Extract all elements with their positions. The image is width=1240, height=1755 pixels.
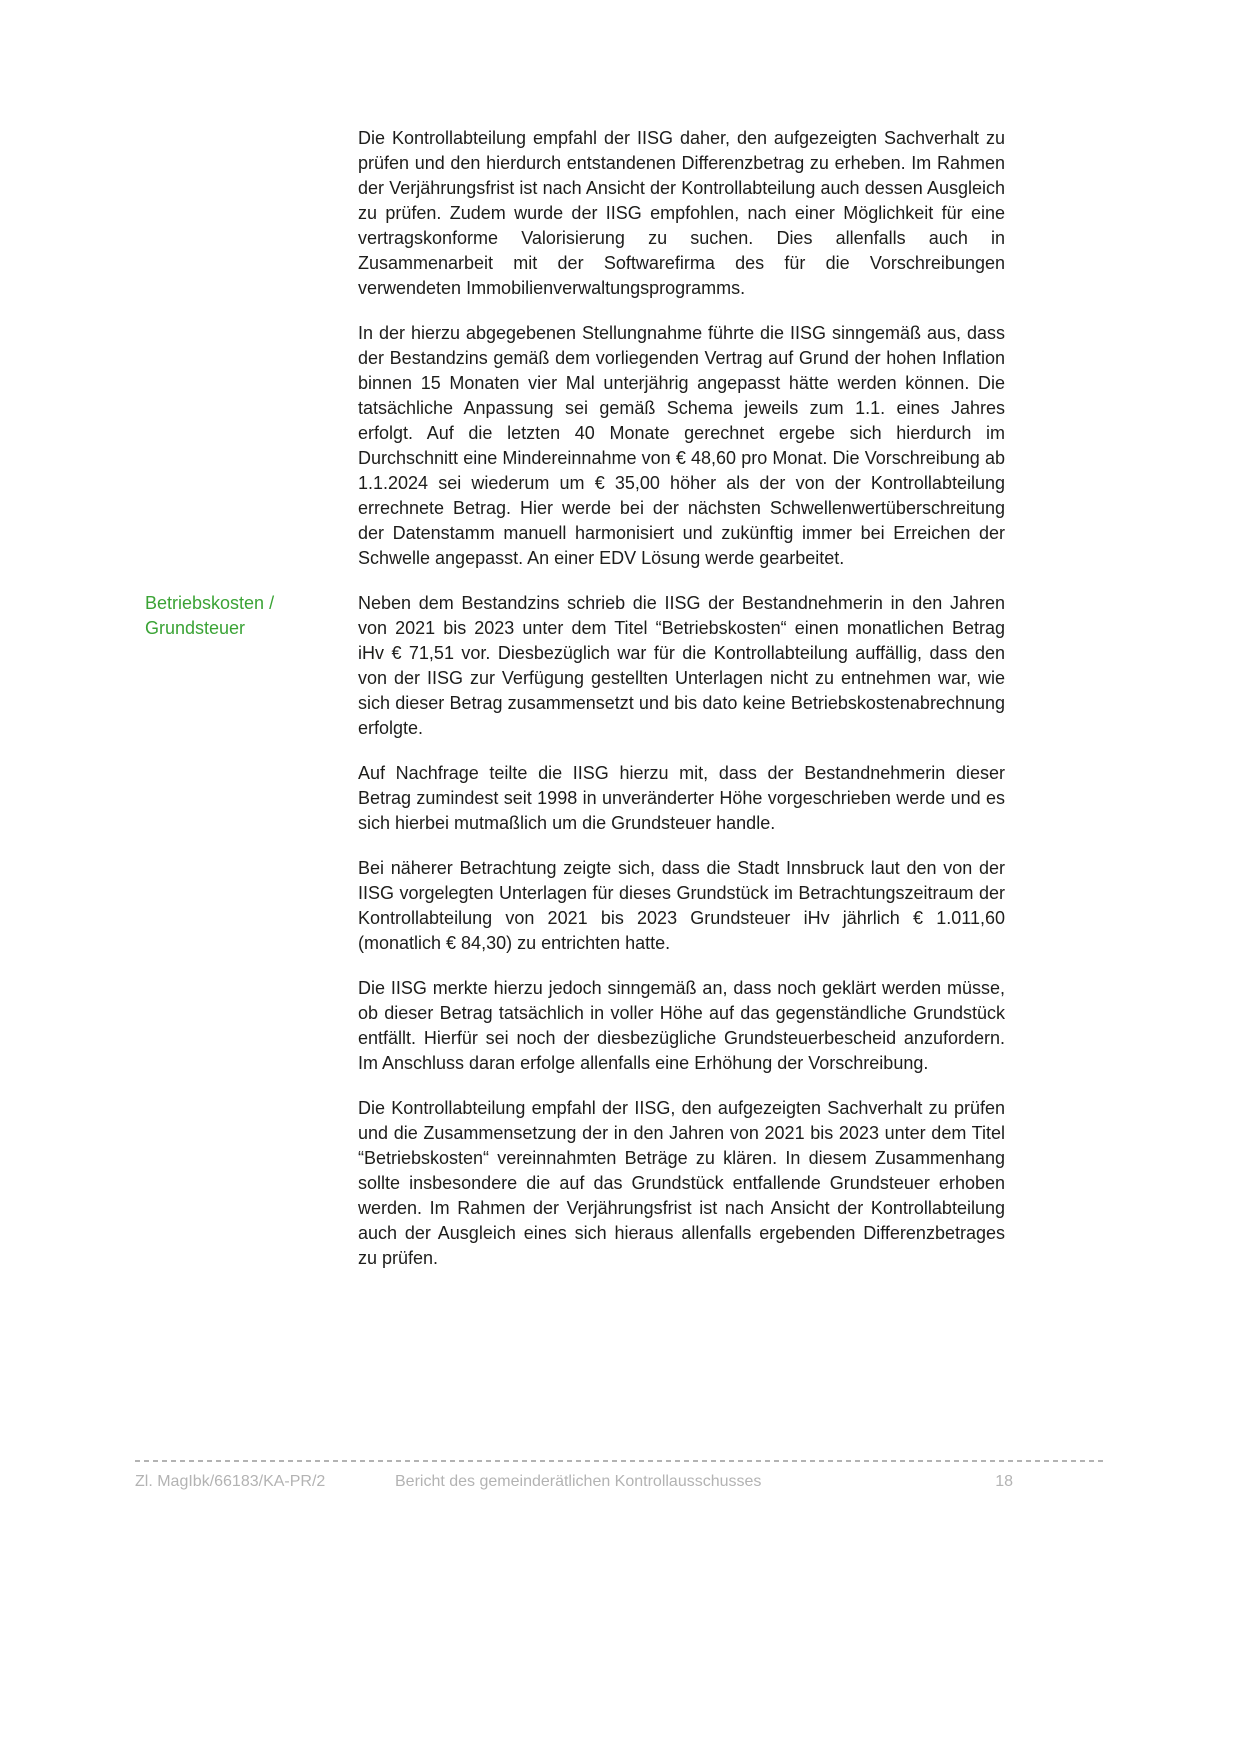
section-intro	[145, 126, 1005, 591]
paragraph-betriebskosten-intro: Neben dem Bestandzins schrieb die IISG der Bestandnehmerin in den Jahren von 2021 bis 2023 unter dem Titel “Betriebskosten“ einen monatlichen Betrag iHv € 71,51 vor. Diesbezüglich war für die Kontrollabteilung auffällig, dass den von der IISG zur Verfügung gestellten Unterlagen nicht zu entnehmen war, wie sich dieser Betrag zusammensetzt und bis dato keine Betriebskostenabrechnung erfolgte.	[358, 593, 1005, 738]
document-body	[145, 126, 1005, 1291]
section-betriebskosten-grundsteuer	[145, 591, 1005, 1291]
text-column	[358, 591, 1005, 1291]
margin-label-betriebskosten-grundsteuer: Betriebskosten / Grundsteuer	[145, 593, 275, 638]
footer-divider	[135, 1460, 1105, 1462]
footer-report-title: Bericht des gemeinderätlichen Kontrollausschusses	[395, 1473, 762, 1490]
footer-reference: Zl. MagIbk/66183/KA-PR/2	[135, 1473, 326, 1490]
page-footer	[135, 1460, 1105, 1492]
paragraph-nachfrage: Auf Nachfrage teilte die IISG hierzu mit, dass der Bestandnehmerin dieser Betrag zumindest seit 1998 in unveränderter Höhe vorgeschrieben werde und es sich hierbei mutmaßlich um die Grundsteuer handle.	[358, 763, 1005, 833]
paragraph-iisg-anmerkung: Die IISG merkte hierzu jedoch sinngemäß an, dass noch geklärt werden müsse, ob dieser Betrag tatsächlich in voller Höhe auf das gegenständliche Grundstück entfällt. Hierfür sei noch der diesbezügliche Grundsteuerbescheid anzufordern. Im Anschluss daran erfolge allenfalls eine Erhöhung der Vorschreibung.	[358, 978, 1005, 1073]
paragraph-recommendation-2: Die Kontrollabteilung empfahl der IISG, den aufgezeigten Sachverhalt zu prüfen und die Zusammensetzung der in den Jahren von 2021 bis 2023 unter dem Titel “Betriebskosten“ vereinnahmten Beträge zu klären. In diesem Zusammenhang sollte insbesondere die auf das Grundstück entfallende Grundsteuer erhoben werden. Im Rahmen der Verjährungsfrist ist nach Ansicht der Kontrollabteilung auch der Ausgleich eines sich hieraus allenfalls ergebenden Differenzbetrages zu prüfen.	[358, 1098, 1005, 1268]
paragraph-grundsteuer-betrachtung: Bei näherer Betrachtung zeigte sich, dass die Stadt Innsbruck laut den von der IISG vorgelegten Unterlagen für dieses Grundstück im Betrachtungszeitraum der Kontrollabteilung von 2021 bis 2023 Grundsteuer iHv jährlich € 1.011,60 (monatlich € 84,30) zu entrichten hatte.	[358, 858, 1005, 953]
paragraph-iisg-statement: In der hierzu abgegebenen Stellungnahme führte die IISG sinngemäß aus, dass der Bestandzins gemäß dem vorliegenden Vertrag auf Grund der hohen Inflation binnen 15 Monaten vier Mal unterjährig angepasst hätte werden können. Die tatsächliche Anpassung sei gemäß Schema jeweils zum 1.1. eines Jahres erfolgt. Auf die letzten 40 Monate gerechnet ergebe sich hierdurch im Durchschnitt eine Mindereinnahme von € 48,60 pro Monat. Die Vorschreibung ab 1.1.2024 sei wiederum um € 35,00 höher als der von der Kontrollabteilung errechnete Betrag. Hier werde bei der nächsten Schwellenwertüberschreitung der Datenstamm manuell harmonisiert und zukünftig immer bei Erreichen der Schwelle angepasst. An einer EDV Lösung werde gearbeitet.	[358, 323, 1005, 568]
text-column	[358, 126, 1005, 591]
paragraph-recommendation-1: Die Kontrollabteilung empfahl der IISG daher, den aufgezeigten Sachverhalt zu prüfen und den hierdurch entstandenen Differenzbetrag zu erheben. Im Rahmen der Verjährungsfrist ist nach Ansicht der Kontrollabteilung auch dessen Ausgleich zu prüfen. Zudem wurde der IISG empfohlen, nach einer Möglichkeit für eine vertragskonforme Valorisierung zu suchen. Dies allenfalls auch in Zusammenarbeit mit der Softwarefirma des für die Vorschreibungen verwendeten Immobilienverwaltungsprogramms.	[358, 128, 1005, 298]
footer-content	[135, 1472, 1105, 1492]
footer-page-number: 18	[995, 1473, 1013, 1490]
